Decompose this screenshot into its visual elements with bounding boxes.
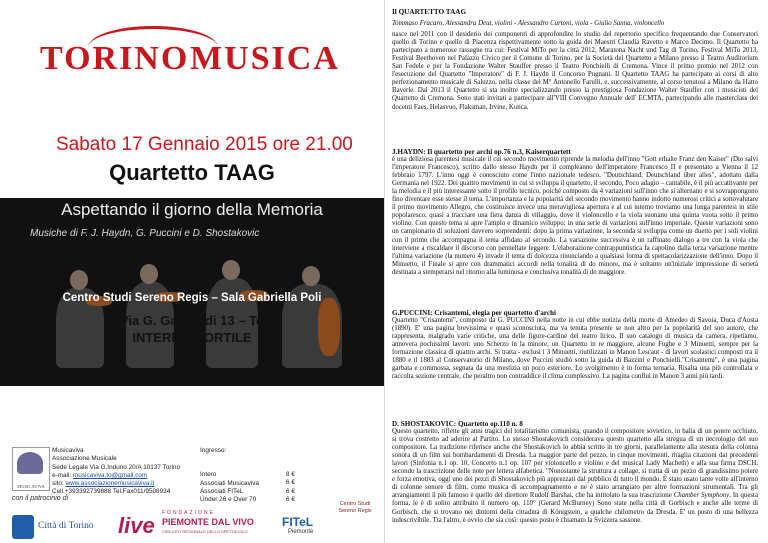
- organizer-email-row: [52, 472, 180, 480]
- sponsor-fondazione: FONDAZIONE: [162, 510, 215, 516]
- sponsor-fitel: FITeL: [282, 515, 314, 529]
- sponsor-piemonte-dal-vivo: PIEMONTE DAL VIVO: [162, 517, 254, 527]
- email-label: e-mail:: [52, 471, 72, 479]
- ticket-price-2: 6 €: [286, 487, 295, 495]
- section-haydn: [392, 148, 758, 277]
- tickets-table: [200, 447, 259, 504]
- program-title: Aspettando il giorno della Memoria: [61, 200, 323, 219]
- organizer-name: Musicaviva: [52, 447, 84, 454]
- sponsor-fitel-sub: Piemonte: [288, 529, 314, 535]
- organizer-address: Sede Legale Via G.Induno 20/A 10137 Torino: [52, 463, 181, 471]
- shostakovic-body-a: Questo quartetto, riflette gli anni tragici del totalitarismo comunista, quando il compositore sovietico, in balia di un potere occhiuto, si trova costretto ad aderire al Partito. Lo stesso Shostakovich considerava questo quartetto alla stregua di un necrologio del suo compositore. La tradizione riferisce anche che Shostakovich lo abbia scritto in tre giorni, parallelamente alla stesura della colonna sonora di un film sui bombardamenti di Dresda. La maggior parte del pezzo, in cinque movimenti, ritaglia citazioni dai precedenti lavori (Sinfonia n.1 op. 10, Concerto n.1 op. 107 per violoncello e violino e del musical Lady Macbeth) e alla sua firma DSCH, secondo la trascrizione delle note per lettera alfabetica. "Nonostante la struttura a collage, si tratta di un pezzo di grandissimo potere e forza emotiva, oggi uno dei pezzi di Shostakovich più apprezzati dal pubblico di tutto il mondo. È stato usato tante volte all'interno di colonne sonore di film, come musica di accompagnamento e ne è stato arrangiato per altre formazioni strumentali. Tra gli arrangiamenti il più famoso è quello del direttore Rudolf Barshai, che ha intitolato la sua trascrizione: [392, 428, 758, 500]
- ticket-label-3: Under 26 e Over 70: [200, 496, 257, 504]
- section-haydn-body: è una deliziosa parentesi musicale il cui secondo movimento riprende la melodia dell'inno "Gott erhalte Franz den Kaiser" (Dio salvi l'imperatore Francesco), scritto dallo stesso Haydn per il compleanno dell'imperatore Francesco II e presentato a Vienna il 12 febbraio 1797. L'inno oggi è conosciuto come l'inno nazionale tedesco, "Deutschland, Deutschland über alles", adottato dalla Germania nel 1922. Dei quattro movimenti in cui si sviluppa il quartetto, il secondo, Poco adagio – cantabile, è il più accattivante per la melodia e il più interessante sotto il profilo tecnico, poiché composto da 4 variazioni sull'inno che si alternano e si sovrappongono fino diventare esse stesse il tema. L'importanza e la popolarità del secondo movimento hanno indotto numerosi critici a sottovalutare il primo movimento Allegro, che costituisce invece una meravigliosa apertura e al cui interno troviamo una lunga parentesi in stile popolaresco, quasi a tracciare una fiera danza di villaggio, dove il violoncello e la viola suonano una quinta vuota sotto il primo violino. Con questo tema si apre l'ampio e dinamico sviluppo: in una serie di variazioni sull'inno imperiale. Queste variazioni sono un campionario di soluzioni davvero sorprendenti: dopo la prima variazione, la seconda si sviluppa come un duetto per i soli violini con il primo che accompagna il tema affidato al secondo. La variazione successiva è un raffinato dialogo a tre con la viola che interviene a riscaldare il discorso con pennellate leggere. L'elaborazione contrappuntistica fa capolino dalla terza variazione mentre l'ultima variazione (la numero 4) invade il tema di dolcezza rinunciando a qualsiasi forma di spettacolarizzazione dell'inno. Dopo il Minuetto, il Finale si apre con drammatici accordi nella tonalità di do minore, ma è soltanto un'iniziale impressione di serietà destinata a stemperarsi nel ritorno alla luminosa e conclusiva tonalità di do maggiore.: [392, 156, 758, 276]
- patronage-label: con il patrocinio di: [12, 495, 69, 502]
- organizer-site-row: [52, 480, 180, 488]
- sponsor-logos: [12, 501, 380, 539]
- section-quartetto-body: nasce nel 2011 con il desiderio dei componenti di approfondire lo studio del repertorio specifico frequentando due Conservatori quello di Torino e quello di Piacenza rispettivamente sotto la guida dei Maestri Claudia Ravetto e Marco Decimo. Il Quartetto ha partecipato a numerose rassegne tra cui: Festival MiTo per la città 2012, Maratona Nacht und Tag di Torino, Festival MiTo 2013, Festival Beethoven nel Palazzo Civico per il Comune di Torino, per la Società del Quartetto a Milano presso il Teatro Auditorium San Fedele e per la Fondazione Walter Stauffer presso il Teatro Ponchielli di Cremona. Vince il primo premio nel 2012 con l'esecuzione del Quartetto "Imperatore" di F. J. Haydn il Concorso Pugnani. Il Quartetto TAAG ha partecipato ai corsi di alto perfezionamento musicale di Saluzzo, nella classe del M° Antonello Farulli, e, successivamente, al corso tenutosi a Milano da Hatto Bayerle. Dal 2013 il Quartetto si sta inoltre specializzando presso la prestigiosa Fondazione Walter Stauffer con i musicisti del Quartetto di Cremona. Sono stati invitati a partecipare all'VIII Convegno Annuale dell' ECMTA, partecipando alle masterclass dei docenti Faes, Helasvuo, Flaksman, Irvine, Kunca.: [392, 31, 758, 111]
- site-label: sito:: [52, 480, 64, 488]
- ticket-prices: [286, 471, 295, 504]
- organizer-type: Associazione Musicale: [52, 455, 117, 463]
- performer-title: Quartetto TAAG: [109, 160, 275, 185]
- event-date: Sabato 17 Gennaio 2015 ore 21.00: [56, 134, 353, 155]
- section-puccini-body: Quartetto "Crisantemi", composto da G. PUCCINI nella notte in cui ebbe notizia della morte di Amedeo di Savoia, Duca d'Aosta (1890). E' una pagina brevissima e quasi sconosciuta, ma va tenuta presente se non altro per la popolarità del suo autore, che rappresenta, malgrado varie critiche, una delle figure-cardine del teatro lirico. Il suo catalogo di musica da camera, ripetiamo, annovera pochissimi lavori: uno Scherzo in la minore, un Quartetto in re maggiore, alcune Fughe e 3 Minuetti, sempre per la formazione classica di quattro archi. Si tratta - esclusi i 3 Minuetti, riutilizzati in Manon Lescaut - di lavori scolastici composti tra il 1880 e il 1883 al Conservatorio di Milano, dove Puccini studiò sotto la guida di Bazzini e Ponchielli."Crisantemi", è una pagina garbata e commossa, segnata da una mestizia un poco esteriore. Lo svolgimento è in forma ternaria. Risalta una più controllata e raccolta sezione centrale, che peraltro non contraddice il clima complessivo. La pagina confluì in Manon 3 anni più tardi.: [392, 317, 758, 381]
- logo-word-musica: MUSICA: [190, 40, 340, 77]
- shostakovic-italic: Chamber Symphony: [673, 492, 730, 500]
- torino-crest-icon: [12, 515, 34, 539]
- section-shostakovic: [392, 420, 758, 525]
- section-quartetto-members: Tommaso Fracaro, Alessandra Deut, violini - Alessandro Curtoni, viola - Giulio Sanna, violoncello: [392, 20, 665, 28]
- ticket-price-1: 6 €: [286, 479, 295, 487]
- tickets-title: Ingresso:: [200, 447, 227, 454]
- venue-courtyard: INTERNO CORTILE: [132, 330, 252, 345]
- section-shostakovic-body: [392, 428, 758, 525]
- section-quartetto: [392, 8, 758, 112]
- sponsor-circuito: CIRCUITO REGIONALE DELLO SPETTACOLO: [162, 529, 248, 534]
- composers-line: Musiche di F. J. Haydn, G. Puccini e D. Shostakovic: [30, 228, 260, 239]
- organizer-info: [52, 447, 180, 497]
- section-puccini-title: G.PUCCINI: Crisantemi, elegia per quartetto d'archi: [392, 309, 557, 317]
- section-quartetto-title: Il QUARTETTO TAAG: [392, 8, 467, 16]
- email-link[interactable]: musicaviva.to@gmail.com: [72, 471, 148, 479]
- ticket-label-0: Intero: [200, 471, 217, 479]
- musicaviva-logo: [12, 447, 50, 491]
- ticket-label-1: Associati Musicaviva: [200, 479, 259, 487]
- torino-musica-logo: [40, 22, 340, 82]
- ticket-price-0: 8 €: [286, 471, 295, 478]
- sponsor-sereno-regis: Centro Studi Sereno Regis: [338, 501, 372, 514]
- site-link[interactable]: www.associazionemusicaviva.it: [65, 480, 155, 488]
- player-4-head: [302, 266, 320, 286]
- section-haydn-title: J.HAYDN: Il quartetto per archi op.76 n.3, Kaiserquartett: [392, 148, 571, 156]
- musicaviva-logo-text: MUSICAVIVA: [17, 484, 45, 489]
- ticket-price-3: 6 €: [286, 495, 295, 503]
- ticket-label-2: Associati FITeL: [200, 487, 244, 495]
- organizer-phone: Cell.+393392739888 Tel.Fax011/9508934: [52, 488, 171, 496]
- musicaviva-emblem: [17, 452, 43, 474]
- player-2-head: [140, 264, 158, 284]
- venue-name: Centro Studi Sereno Regis – Sala Gabriella Poli: [62, 292, 322, 304]
- shostakovic-body-b: . In questa forma, le è di solito attribuito il numero op. 110° (Gerard McBurney) Sono state nella città di Gorbisch e anche alle terme di Gorbisch, che si trovano nei dintorni della cittadina di Königstein, a qualche chilometro da Dresda. E' un posto di una bellezza indescrivibile. Tra l'altro, è ovvio che sia così: questo posto è chiamato la Svizzera sassone.: [392, 492, 758, 524]
- sponsor-torino: Città di Torino: [38, 521, 94, 531]
- section-shostakovic-title: D. SHOSTAKOVIC: Quartetto op.110 n. 8: [392, 420, 523, 428]
- player-1-head: [70, 270, 88, 290]
- section-puccini: [392, 309, 758, 381]
- sponsor-live: live: [118, 513, 155, 538]
- logo-word-torino: TORINO: [40, 40, 190, 77]
- venue-address: Via G. Garibaldi 13 – To: [119, 313, 264, 328]
- player-3-head: [222, 260, 240, 280]
